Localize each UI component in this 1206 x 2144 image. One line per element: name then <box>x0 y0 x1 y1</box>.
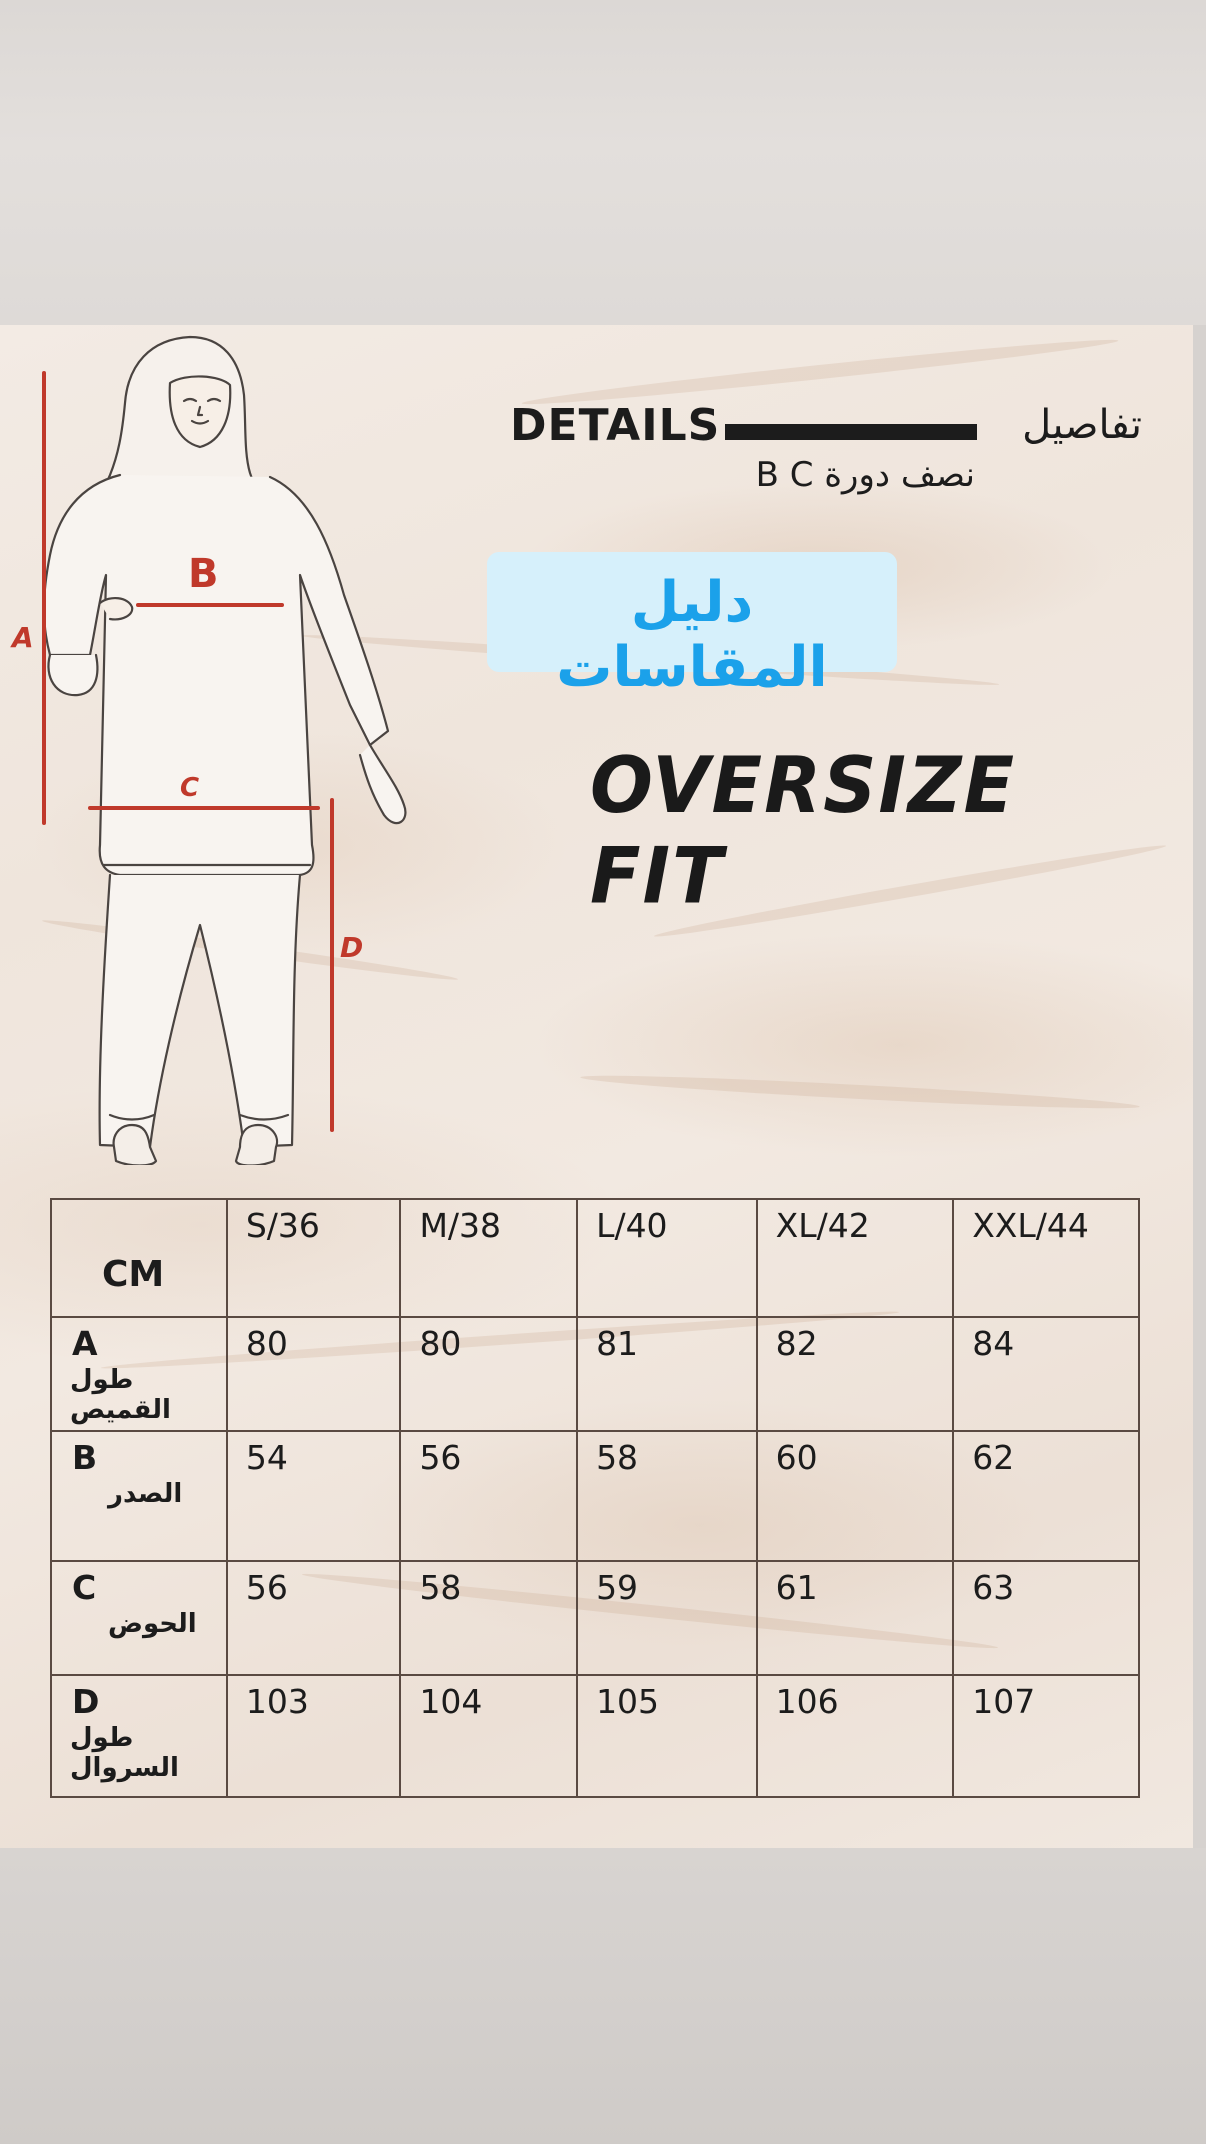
row-letter: A <box>72 1324 98 1363</box>
row-name: الحوض <box>108 1609 197 1639</box>
row-label-cell <box>51 1675 227 1797</box>
details-en-label: DETAILS <box>510 400 721 451</box>
row-label-cell <box>51 1561 227 1675</box>
size-header: L/40 <box>577 1199 757 1317</box>
unit-cell: CM <box>51 1199 227 1317</box>
table-cell: 60 <box>757 1431 954 1561</box>
measure-label-a: A <box>12 621 34 654</box>
table-cell: 54 <box>227 1431 401 1561</box>
details-ar-label: تفاصيل <box>1022 402 1142 448</box>
row-label-cell <box>51 1431 227 1561</box>
size-header: XXL/44 <box>953 1199 1139 1317</box>
table-row <box>51 1675 1139 1797</box>
table-cell: 63 <box>953 1561 1139 1675</box>
model-illustration <box>0 325 430 1165</box>
table-cell: 56 <box>400 1431 577 1561</box>
top-background <box>0 0 1206 325</box>
table-cell: 62 <box>953 1431 1139 1561</box>
measure-label-d: D <box>340 931 364 964</box>
table-cell: 107 <box>953 1675 1139 1797</box>
table-header-row <box>51 1199 1139 1317</box>
size-guide-card <box>0 325 1193 1848</box>
table-cell: 59 <box>577 1561 757 1675</box>
row-letter: C <box>72 1568 97 1607</box>
row-name: الصدر <box>108 1479 183 1509</box>
table-cell: 103 <box>227 1675 401 1797</box>
bottom-background <box>0 1848 1206 2144</box>
fit-heading: OVERSIZE FIT <box>590 740 1017 922</box>
row-name: طول السروال <box>70 1723 179 1783</box>
table-cell: 81 <box>577 1317 757 1431</box>
half-round-note: نصف دورة B C <box>755 455 975 495</box>
table-cell: 106 <box>757 1675 954 1797</box>
size-guide-badge <box>487 552 897 700</box>
table-row <box>51 1431 1139 1561</box>
row-letter: D <box>72 1682 100 1721</box>
table-cell: 80 <box>227 1317 401 1431</box>
measure-label-b: B <box>188 551 219 597</box>
row-name: طول القميص <box>70 1365 171 1425</box>
size-header: XL/42 <box>757 1199 954 1317</box>
table-row <box>51 1561 1139 1675</box>
measure-label-c: C <box>180 773 200 803</box>
table-cell: 82 <box>757 1317 954 1431</box>
row-letter: B <box>72 1438 98 1477</box>
table-cell: 104 <box>400 1675 577 1797</box>
row-label-cell <box>51 1317 227 1431</box>
table-cell: 58 <box>400 1561 577 1675</box>
table-cell: 58 <box>577 1431 757 1561</box>
table-cell: 56 <box>227 1561 401 1675</box>
details-divider <box>725 424 977 440</box>
table-cell: 80 <box>400 1317 577 1431</box>
size-header: S/36 <box>227 1199 401 1317</box>
size-guide-title: دليل المقاسات <box>556 570 828 700</box>
size-table <box>50 1198 1140 1798</box>
details-heading <box>510 400 1150 460</box>
size-header: M/38 <box>400 1199 577 1317</box>
table-row <box>51 1317 1139 1431</box>
table-cell: 61 <box>757 1561 954 1675</box>
table-cell: 84 <box>953 1317 1139 1431</box>
table-cell: 105 <box>577 1675 757 1797</box>
